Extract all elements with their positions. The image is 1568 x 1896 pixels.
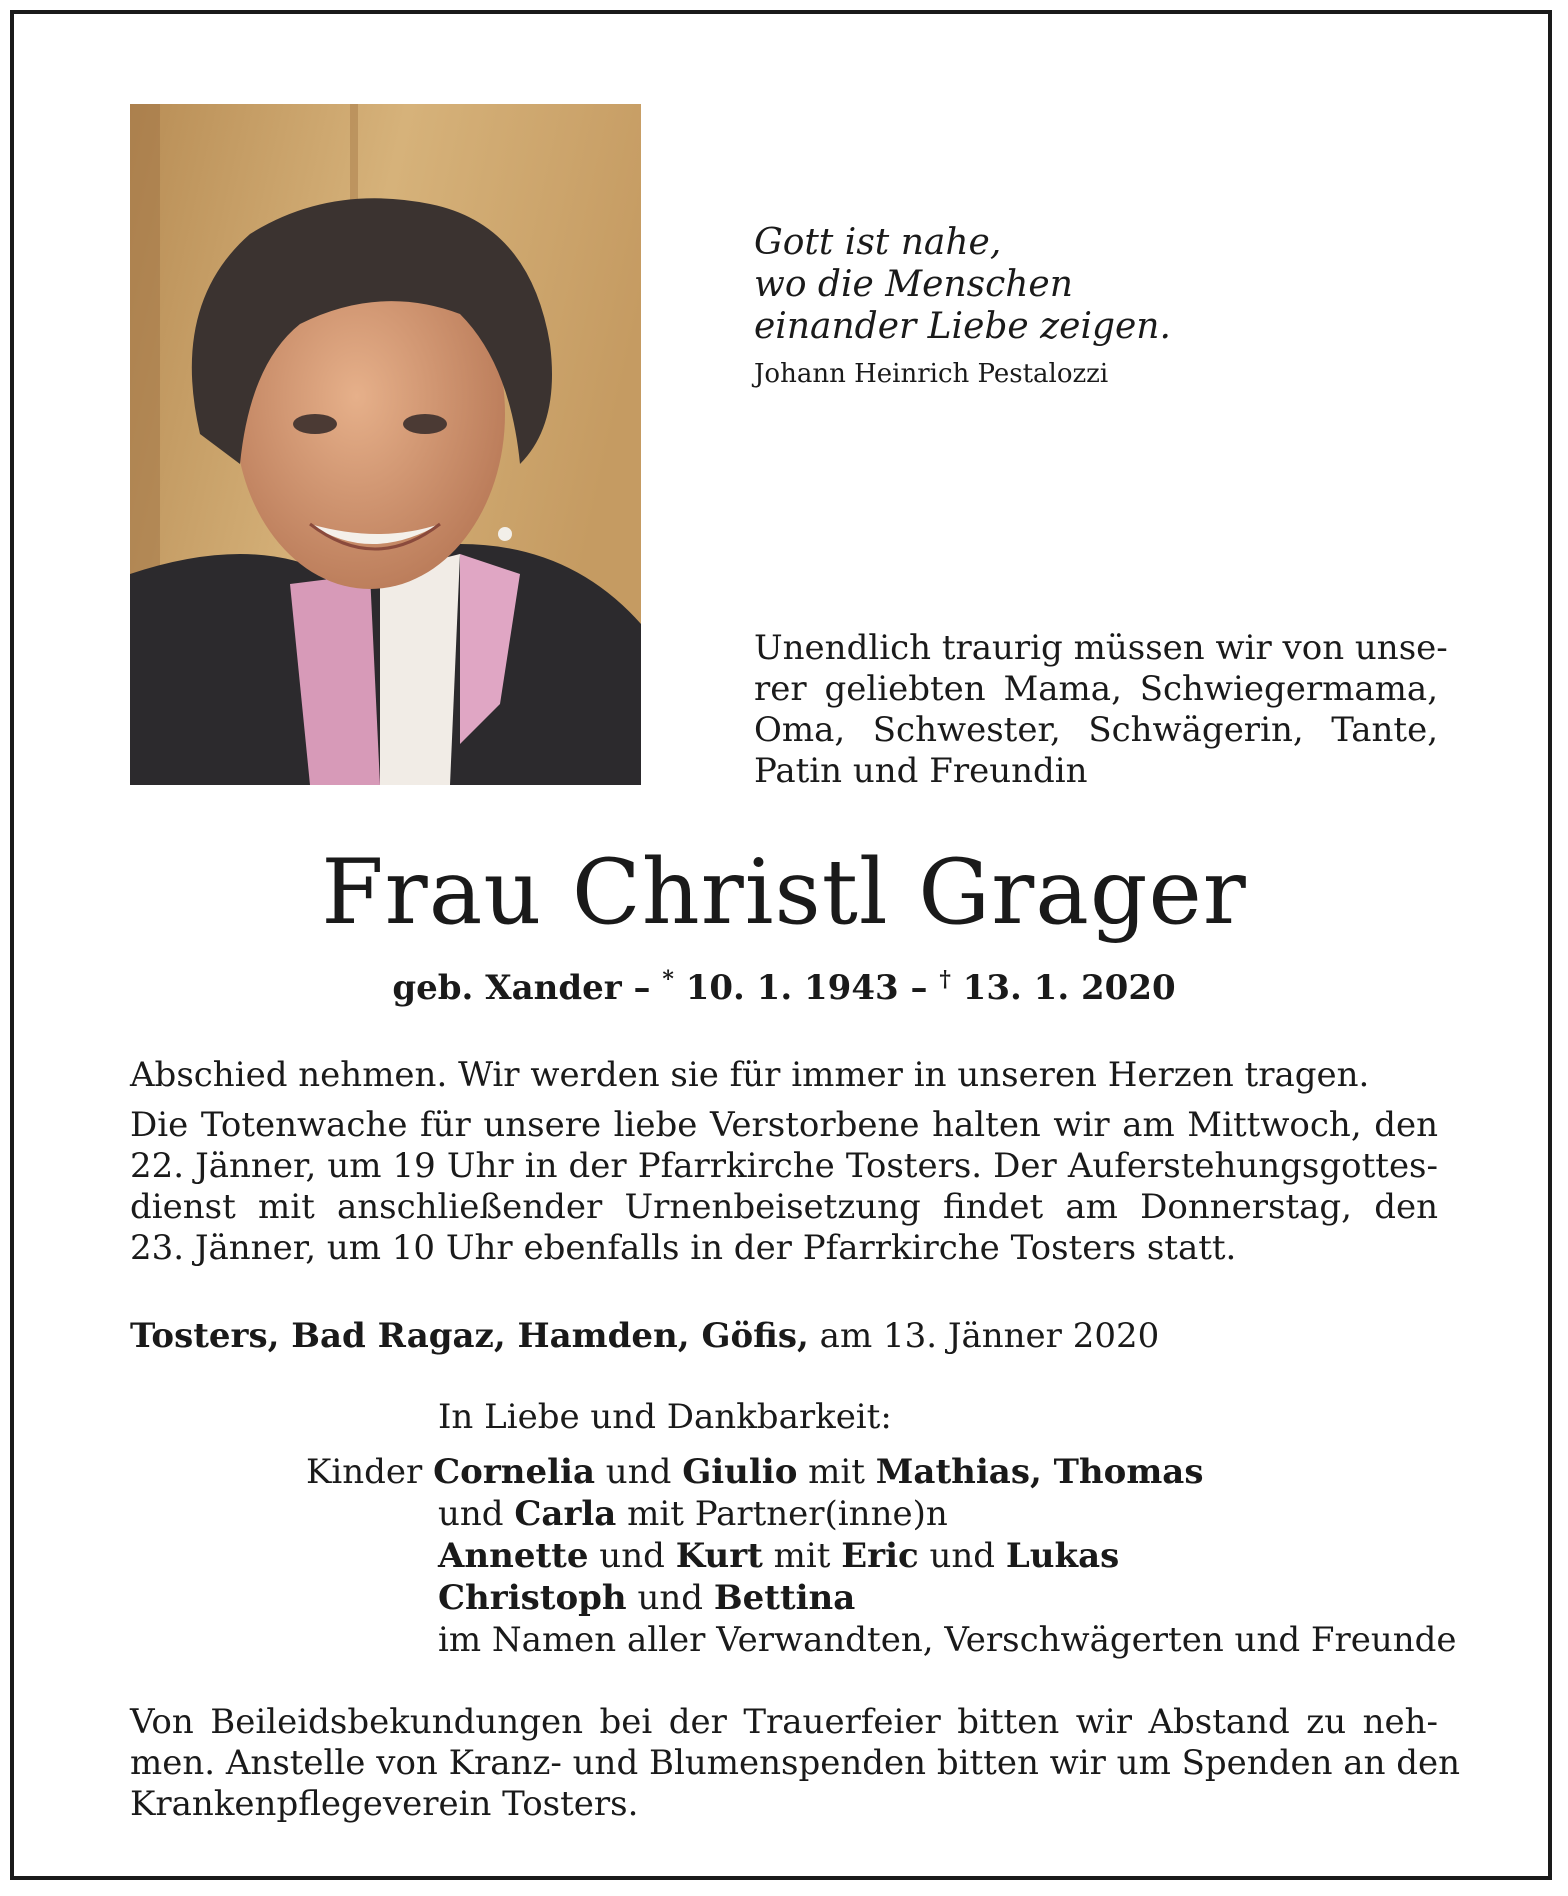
mourner-name: Giulio	[682, 1452, 798, 1492]
mourner-name: Mathias, Thomas	[875, 1452, 1204, 1492]
death-date: 13. 1. 2020	[950, 968, 1176, 1008]
mourners-line: im Namen aller Verwandten, Verschwägerten und Freunde	[438, 1620, 1457, 1660]
intro-paragraph	[754, 628, 1448, 792]
deceased-name: Frau Christl Grager	[321, 840, 1247, 945]
mourners-line	[306, 1451, 1446, 1493]
mourner-name: Bettina	[713, 1578, 856, 1618]
mourners-intro: In Liebe und Dankbarkeit:	[438, 1397, 892, 1437]
mourner-name: Eric	[841, 1536, 919, 1576]
intro-line: Patin und Freundin	[754, 751, 1088, 791]
closing-line: Krankenpflegeverein Tosters.	[130, 1784, 639, 1824]
notice-date: am 13. Jänner 2020	[808, 1316, 1160, 1356]
quote-line: wo die Menschen	[754, 264, 1073, 305]
mourners-line	[306, 1493, 1446, 1535]
wake-line: Die Totenwache für unsere liebe Verstorbene halten wir am Mittwoch, den	[130, 1105, 1438, 1145]
mourner-name: Carla	[514, 1494, 617, 1534]
farewell-line: Abschied nehmen. Wir werden sie für immer in unseren Herzen tragen.	[130, 1055, 1370, 1095]
closing-line: men. Anstelle von Kranz- und Blumenspenden bitten wir um Spenden an den	[130, 1743, 1461, 1783]
mourner-name: Kurt	[675, 1536, 763, 1576]
kinder-label: Kinder	[306, 1452, 434, 1492]
towns: Tosters, Bad Ragaz, Hamden, Göfis,	[130, 1316, 809, 1356]
mourner-name: Cornelia	[433, 1452, 595, 1492]
place-date-line	[130, 1315, 1159, 1357]
farewell-paragraph	[130, 1055, 1438, 1096]
mourner-name: Lukas	[1005, 1536, 1120, 1576]
death-symbol: †	[939, 966, 951, 993]
mourners-line	[306, 1535, 1446, 1577]
maiden-name: geb. Xander –	[392, 968, 663, 1008]
wake-line: 23. Jänner, um 10 Uhr ebenfalls in der Pfarrkirche Tosters statt.	[130, 1228, 1237, 1268]
connector: mit	[797, 1452, 876, 1492]
closing-paragraph	[130, 1702, 1461, 1825]
intro-line: Oma, Schwester, Schwägerin, Tante,	[754, 710, 1438, 750]
mourners-list	[306, 1451, 1457, 1661]
wake-paragraph	[130, 1105, 1438, 1269]
life-dates	[0, 966, 1568, 1010]
connector: und	[626, 1578, 714, 1618]
quote-author: Johann Heinrich Pestalozzi	[754, 359, 1109, 389]
closing-line: Von Beileidsbekundungen bei der Trauerfeier bitten wir Abstand zu neh-	[130, 1702, 1438, 1742]
quote-block	[754, 222, 1314, 390]
connector: und	[438, 1494, 515, 1534]
mourner-name: Christoph	[438, 1578, 627, 1618]
quote-line: einander Liebe zeigen.	[754, 306, 1171, 347]
quote-line: Gott ist nahe,	[754, 222, 1002, 263]
connector: mit	[762, 1536, 842, 1576]
birth-symbol: *	[662, 966, 674, 993]
mourners-line	[306, 1577, 1446, 1619]
connector: mit Partner(inne)n	[616, 1494, 948, 1534]
wake-line: 22. Jänner, um 19 Uhr in der Pfarrkirche Tosters. Der Auferstehungsgottes-	[130, 1146, 1438, 1186]
birth-date: 10. 1. 1943 –	[673, 968, 940, 1008]
intro-line: Unendlich traurig müssen wir von unse-	[754, 628, 1448, 668]
portrait-photo	[130, 104, 641, 785]
wake-line: dienst mit anschließender Urnenbeisetzung findet am Donnerstag, den	[130, 1187, 1438, 1227]
connector: und	[595, 1452, 683, 1492]
connector: und	[918, 1536, 1006, 1576]
mourner-name: Annette	[438, 1536, 589, 1576]
connector: und	[588, 1536, 676, 1576]
intro-line: rer geliebten Mama, Schwiegermama,	[754, 669, 1438, 709]
